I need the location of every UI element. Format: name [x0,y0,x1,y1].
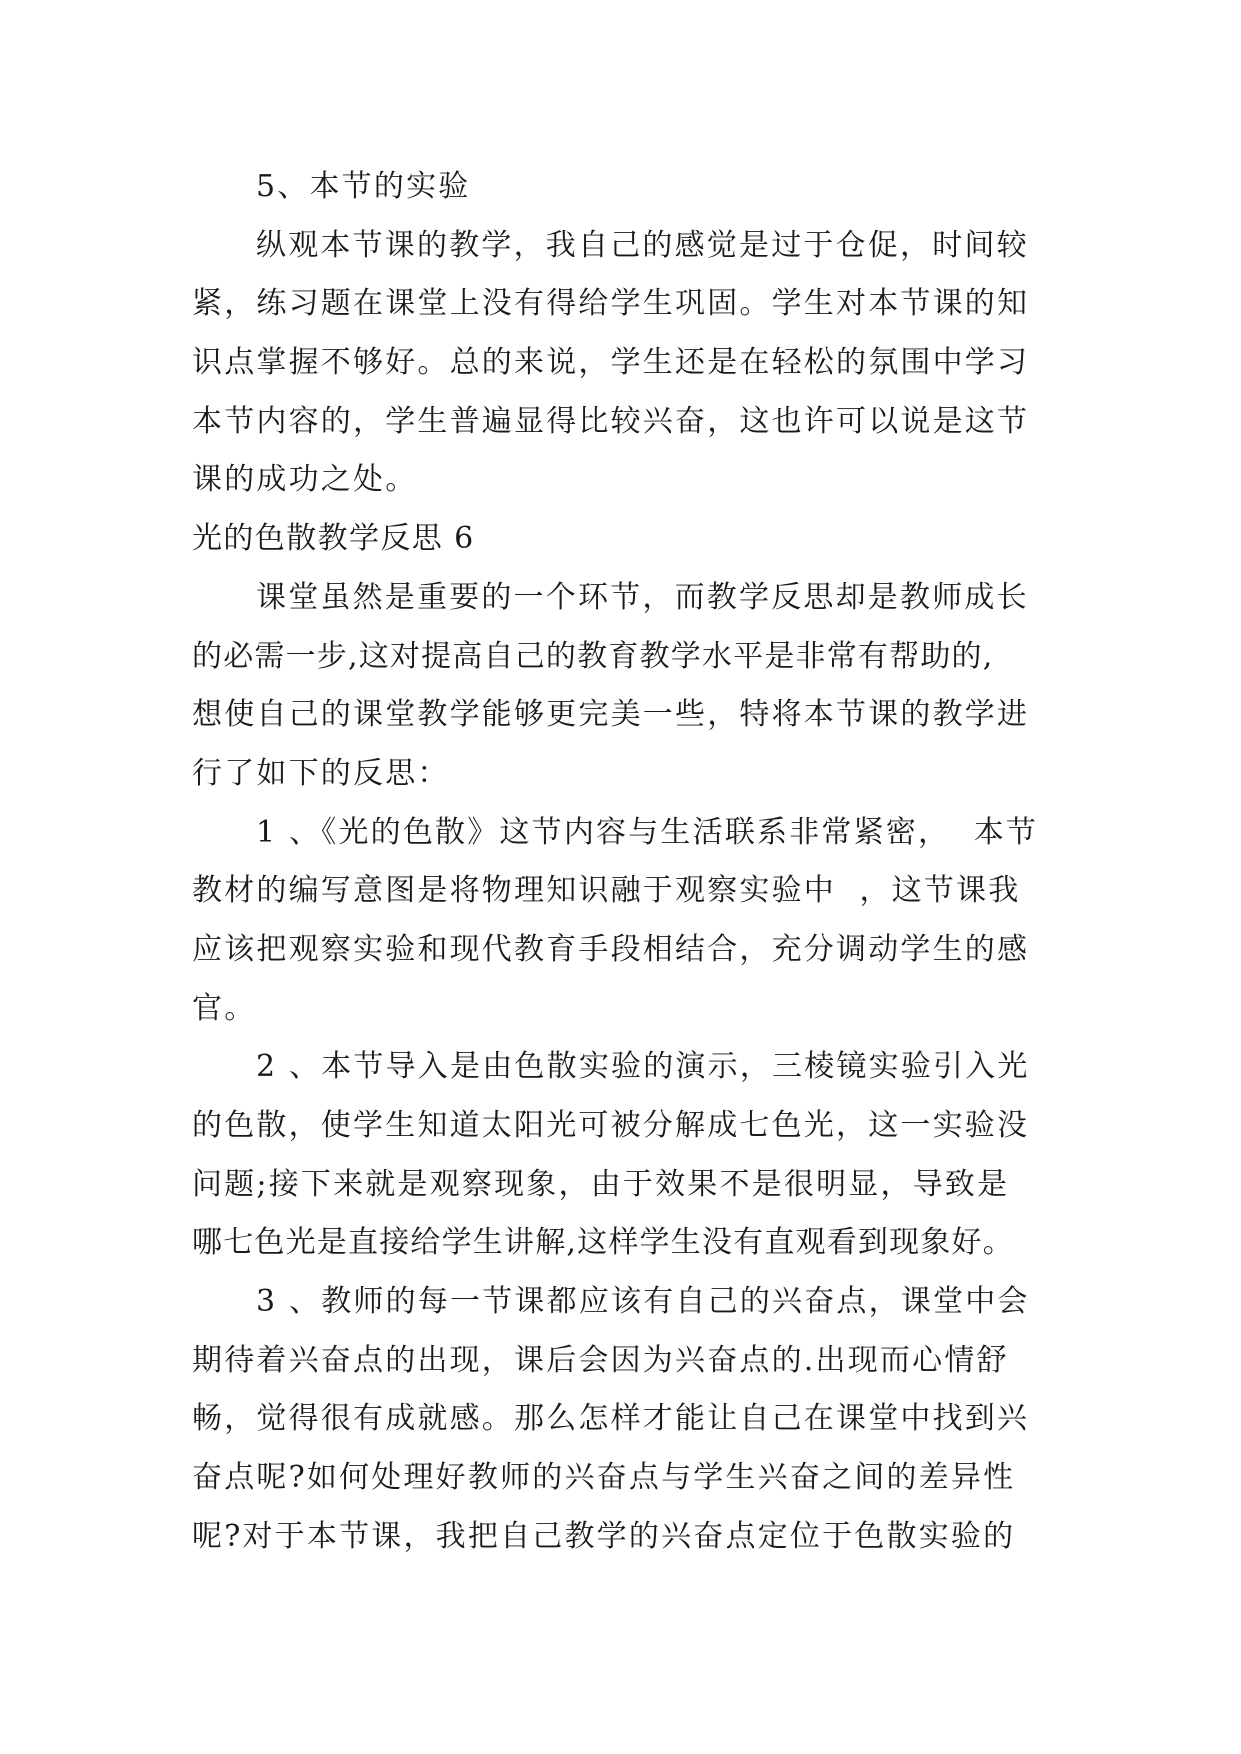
paragraph-line: 期待着兴奋点的出现，课后会因为兴奋点的.出现而心情舒 [192,1342,1009,1378]
paragraph-line: 课堂虽然是重要的一个环节，而教学反思却是教师成长 [256,579,1029,615]
paragraph-line: 呢?对于本节课，我把自己教学的兴奋点定位于色散实验的 [192,1518,1016,1554]
paragraph-line: 教材的编写意图是将物理知识融于观察实验中 ，这节课我 [192,873,1021,909]
numbered-point-1: 1 、《光的色散》这节内容与生活联系非常紧密， 本节 [256,814,1039,850]
numbered-point-3: 3 、教师的每一节课都应该有自己的兴奋点，课堂中会 [256,1284,1030,1320]
article-title: 光的色散教学反思 6 [192,521,475,557]
paragraph-line: 想使自己的课堂教学能够更完美一些，特将本节课的教学进 [192,697,1030,733]
paragraph-line: 的必需一步,这对提高自己的教育教学水平是非常有帮助的, [192,638,994,674]
paragraph-line: 课的成功之处。 [192,462,418,498]
section-heading-experiment: 5、本节的实验 [256,169,471,204]
paragraph-line: 本节内容的，学生普遍显得比较兴奋，这也许可以说是这节 [192,403,1030,439]
paragraph-line: 畅，觉得很有成就感。那么怎样才能让自己在课堂中找到兴 [192,1401,1030,1437]
paragraph-line: 行了如下的反思： [192,755,450,791]
paragraph-line: 官。 [192,990,257,1026]
paragraph-line: 纵观本节课的教学，我自己的感觉是过于仓促，时间较 [256,227,1029,263]
paragraph-line: 紧，练习题在课堂上没有得给学生巩固。学生对本节课的知 [192,286,1030,322]
numbered-point-2: 2 、本节导入是由色散实验的演示，三棱镜实验引入光 [256,1049,1030,1085]
paragraph-line: 奋点呢?如何处理好教师的兴奋点与学生兴奋之间的差异性 [192,1460,1016,1496]
paragraph-line: 问题;接下来就是观察现象，由于效果不是很明显，导致是 [192,1166,1010,1202]
paragraph-line: 哪七色光是直接给学生讲解,这样学生没有直观看到现象好。 [192,1225,1014,1261]
paragraph-line: 的色散，使学生知道太阳光可被分解成七色光，这一实验没 [192,1108,1030,1143]
document-body [192,158,1058,1567]
paragraph-line: 识点掌握不够好。总的来说，学生还是在轻松的氛围中学习 [192,345,1030,381]
paragraph-line: 应该把观察实验和现代教育手段相结合，充分调动学生的感 [192,931,1030,967]
